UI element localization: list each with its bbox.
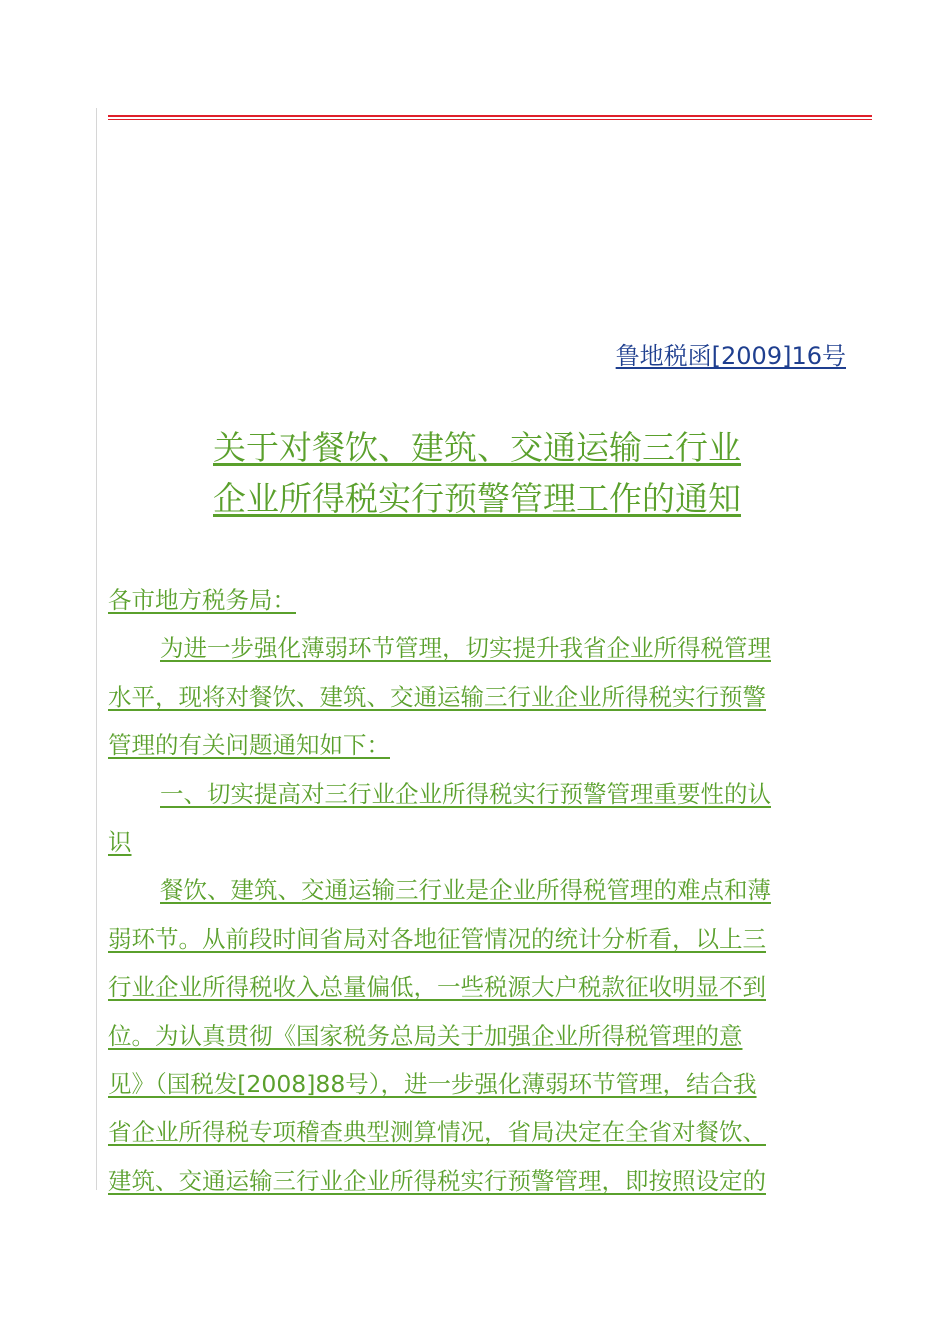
document-title-line-2[interactable]: 企业所得税实行预警管理工作的通知: [213, 479, 741, 518]
body-line[interactable]: 位。为认真贯彻《国家税务总局关于加强企业所得税管理的意: [108, 1021, 743, 1050]
body-line[interactable]: 见》（国税发[2008]88号），进一步强化薄弱环节管理，结合我: [108, 1069, 757, 1098]
header-red-rule-thin: [108, 119, 872, 120]
section-heading-line[interactable]: 一、切实提高对三行业企业所得税实行预警管理重要性的认: [160, 779, 771, 808]
document-body: [108, 576, 846, 1205]
page-margin-line: [96, 108, 97, 1190]
body-line[interactable]: 餐饮、建筑、交通运输三行业是企业所得税管理的难点和薄: [160, 876, 771, 905]
document-title-line-1[interactable]: 关于对餐饮、建筑、交通运输三行业: [213, 428, 741, 467]
body-line[interactable]: 为进一步强化薄弱环节管理，切实提升我省企业所得税管理: [160, 634, 771, 663]
body-line[interactable]: 弱环节。从前段时间省局对各地征管情况的统计分析看，以上三: [108, 924, 766, 953]
header-red-rule: [108, 115, 872, 117]
body-line[interactable]: 建筑、交通运输三行业企业所得税实行预警管理，即按照设定的: [108, 1166, 766, 1195]
document-number[interactable]: 鲁地税函[2009]16号: [615, 342, 846, 370]
salutation[interactable]: 各市地方税务局：: [108, 586, 296, 614]
section-heading-line[interactable]: 识: [108, 827, 132, 856]
body-line[interactable]: 省企业所得税专项稽查典型测算情况，省局决定在全省对餐饮、: [108, 1118, 766, 1147]
body-line[interactable]: 管理的有关问题通知如下：: [108, 731, 390, 760]
body-line[interactable]: 水平，现将对餐饮、建筑、交通运输三行业企业所得税实行预警: [108, 682, 766, 711]
body-line[interactable]: 行业企业所得税收入总量偏低，一些税源大户税款征收明显不到: [108, 973, 766, 1002]
